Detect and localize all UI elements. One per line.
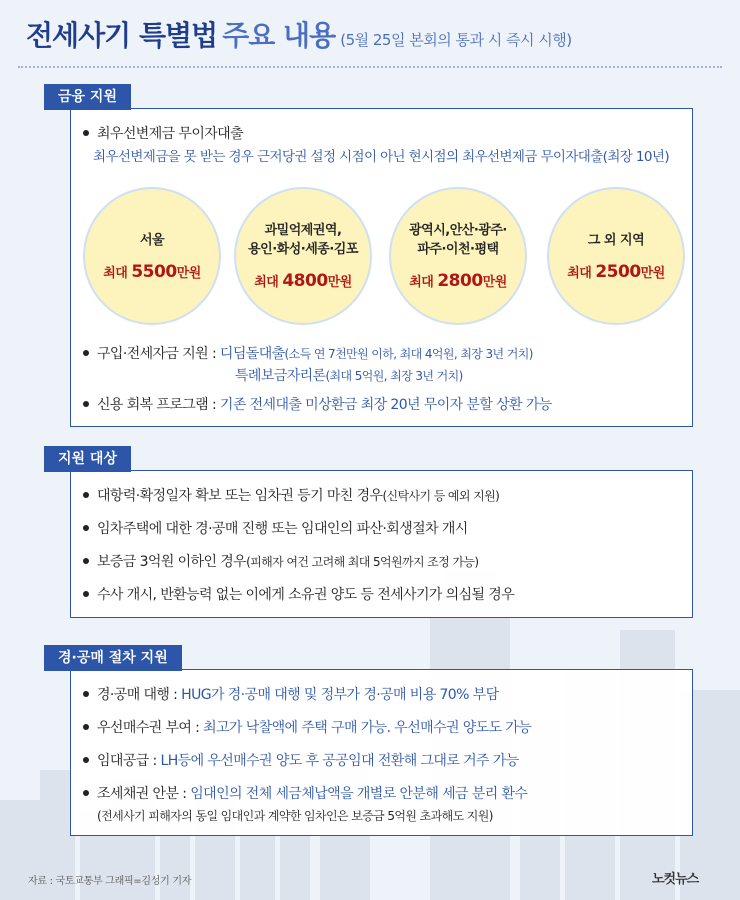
circle-name: 과밀억제권역, 용인·화성·세종·김포 (248, 223, 358, 257)
target-item-text: 임차주택에 대한 경·공매 진행 또는 임대인의 파산·회생절차 개시 (97, 521, 468, 537)
circle-other (547, 187, 685, 325)
auction-item-text: 임대인의 전체 세금체납액을 개별로 안분해 세금 분리 환수 (190, 786, 528, 802)
auction-box (70, 669, 693, 836)
auction-item-text: HUG가 경·공매 대행 및 정부가 경·공매 비용 70% 부담 (181, 687, 499, 703)
circle-name: 서울 (139, 232, 165, 248)
brand-logo: 노컷뉴스 (652, 872, 699, 887)
finance-item-3-label: 신용 회복 프로그램 : (97, 397, 217, 413)
auction-item (83, 783, 527, 803)
target-item-note: (신탁사기 등 예외 지원) (382, 489, 500, 503)
auction-item-label: 조세채권 안분 : (97, 786, 187, 802)
circle-amount: 최대 4800만원 (254, 271, 352, 291)
circle-amount: 최대 5500만원 (103, 261, 201, 282)
auction-item-text: LH등에 우선매수권 양도 후 공공임대 전환해 그대로 거주 가능 (160, 753, 519, 769)
target-item-text: 대항력·확정일자 확보 또는 임차권 등기 마친 경우 (97, 488, 383, 504)
target-item-text: 보증금 3억원 이하인 경우 (97, 554, 247, 570)
finance-item-1-desc: 최우선변제금을 못 받는 경우 근저당권 설정 시점이 아닌 현시점의 최우선변제금 무이자대출(최장 10년) (93, 149, 669, 165)
circle-amount: 최대 2800만원 (409, 271, 507, 291)
finance-item-2-loan2: 특례보금자리론 (235, 368, 326, 384)
tab-finance: 금융 지원 (44, 84, 131, 110)
auction-item (83, 717, 531, 737)
bullet-icon (83, 757, 89, 763)
finance-item-2-loan1: 디딤돌대출 (219, 346, 285, 362)
finance-item-2-loan1-note: (소득 연 7천만원 이하, 최대 4억원, 최장 3년 거치) (284, 347, 533, 361)
finance-item-2 (83, 343, 533, 363)
circle-metro (389, 187, 527, 325)
bullet-icon (83, 558, 89, 564)
title-sub: 주요 내용 (222, 19, 336, 52)
auction-item-label: 임대공급 : (97, 753, 157, 769)
target-box (70, 470, 693, 618)
bullet-icon (83, 591, 89, 597)
bullet-icon (83, 350, 89, 356)
finance-box (70, 108, 693, 427)
source-credit: 자료 : 국토교통부 그래픽=김성기 기자 (28, 876, 192, 887)
tab-auction: 경·공매 절차 지원 (44, 645, 182, 671)
target-item-note: (피해자 여건 고려해 최대 5억원까지 조정 가능) (246, 555, 479, 569)
bullet-icon (83, 130, 89, 136)
finance-item-3 (83, 394, 552, 414)
bullet-icon (83, 401, 89, 407)
circle-amount: 최대 2500만원 (567, 261, 665, 282)
circle-overcrowded (234, 187, 372, 325)
finance-item-2-line2 (235, 365, 463, 385)
circle-name: 광역시,안산·광주· 파주·이천·평택 (409, 223, 507, 257)
target-item (83, 485, 499, 505)
target-item-text: 수사 개시, 반환능력 없는 이에게 소유권 양도 등 전세사기가 의심될 경우 (97, 587, 515, 603)
target-item (83, 551, 478, 571)
title-paren: (5월 25일 본회의 통과 시 즉시 시행) (340, 31, 572, 49)
tab-target: 지원 대상 (44, 446, 131, 472)
bullet-icon (83, 691, 89, 697)
circle-name: 그 외 지역 (587, 232, 645, 248)
finance-item-3-text: 기존 전세대출 미상환금 최장 20년 무이자 분할 상환 가능 (219, 397, 552, 413)
finance-item-2-label: 구입·전세자금 지원 : (97, 346, 217, 362)
target-item (83, 518, 468, 538)
auction-item (83, 684, 499, 704)
title-divider (18, 66, 722, 68)
auction-last-note: (전세사기 피해자의 동일 임대인과 계약한 임차인은 보증금 5억원 초과해도 지원) (97, 809, 493, 823)
auction-item-label: 경·공매 대행 : (97, 687, 178, 703)
bullet-icon (83, 790, 89, 796)
circle-seoul (83, 187, 221, 325)
bullet-icon (83, 525, 89, 531)
page-title (26, 14, 572, 54)
bullet-icon (83, 724, 89, 730)
title-main: 전세사기 특별법 (26, 19, 218, 52)
target-item (83, 584, 514, 604)
finance-item-1-title: 최우선변제금 무이자대출 (97, 126, 244, 142)
auction-item-label: 우선매수권 부여 : (97, 720, 200, 736)
auction-item-text: 최고가 낙찰액에 주택 구매 가능. 우선매수권 양도도 가능 (203, 720, 532, 736)
bullet-icon (83, 492, 89, 498)
finance-item-2-loan2-note: (최대 5억원, 최장 3년 거치) (325, 369, 463, 383)
finance-item-1 (83, 123, 243, 143)
auction-item (83, 750, 519, 770)
